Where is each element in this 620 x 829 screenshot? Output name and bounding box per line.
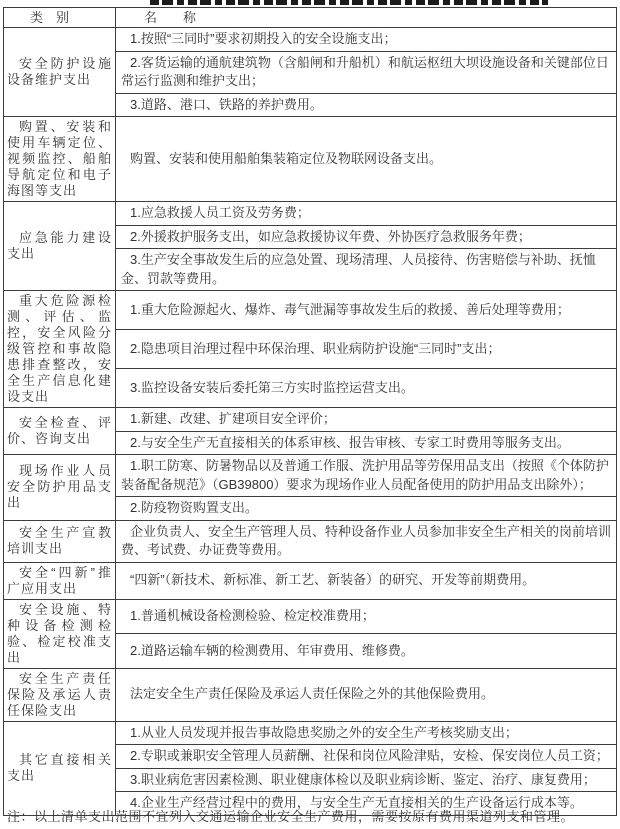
header-row <box>4 8 617 28</box>
table-row <box>4 117 617 202</box>
item-cell: 3.职业病危害因素检测、职业健康体检以及职业病诊断、鉴定、治疗、康复费用； <box>116 768 617 792</box>
clipped-title-strip <box>150 0 548 5</box>
table-row <box>4 520 617 562</box>
item-cell: 3.生产安全事故发生后的应急处置、现场清理、人员接待、伤害赔偿与补助、抚恤金、罚款等费用。 <box>116 249 617 291</box>
category-cell: 购置、安装和使用车辆定位、视频监控、船舶导航定位和电子海图等支出 <box>4 117 116 202</box>
category-cell: 重大危险源检测、评估、监控，安全风险分级管控和事故隐患排查整改，安全生产信息化建设支出 <box>4 291 116 408</box>
category-cell: 安全生产责任保险及承运人责任保险支出 <box>4 668 116 721</box>
table-row <box>4 202 617 226</box>
item-cell: 企业负责人、安全生产管理人员、特种设备作业人员参加非安全生产相关的岗前培训费、考试费、办证费等费用。 <box>116 520 617 562</box>
category-cell: 安全设施、特种设备检测检验、检定校准支出 <box>4 599 116 668</box>
item-cell: 1.应急救援人员工资及劳务费； <box>116 202 617 226</box>
item-cell: 2.与安全生产无直接相关的体系审核、报告审核、专家工时费用等服务支出。 <box>116 431 617 455</box>
category-cell: 安全检查、评价、咨询支出 <box>4 408 116 455</box>
category-cell: 其它直接相关支出 <box>4 721 116 815</box>
expense-table-body <box>4 28 617 816</box>
category-cell: 安全“四新”推广应用支出 <box>4 562 116 599</box>
item-cell: 2.外援救护服务支出，如应急救援协议年费、外协医疗急救服务年费； <box>116 225 617 249</box>
category-cell: 应急能力建设支出 <box>4 202 116 291</box>
table-row <box>4 28 617 52</box>
item-cell: 1.新建、改建、扩建项目安全评价； <box>116 408 617 432</box>
item-cell: 2.客货运输的通航建筑物（含船闸和升船机）和航运枢纽大坝设施设备和关键部位日常运行监测和维护支出； <box>116 51 617 93</box>
item-cell: 1.重大危险源起火、爆炸、毒气泄漏等事故发生后的救援、善后处理等费用； <box>116 291 617 330</box>
table-row <box>4 599 617 634</box>
item-cell: 1.从业人员发现并报告事故隐患奖励之外的安全生产考核奖励支出； <box>116 721 617 745</box>
table-row <box>4 562 617 599</box>
table-row <box>4 291 617 330</box>
category-cell: 安全生产宣教培训支出 <box>4 520 116 562</box>
item-cell: 2.隐患项目治理过程中环保治理、职业病防护设施“三同时”支出； <box>116 330 617 369</box>
header-name: 名 称 <box>116 8 617 28</box>
item-cell: 1.普通机械设备检测检验、检定校准费用； <box>116 599 617 634</box>
item-cell: 3.监控设备安装后委托第三方实时监控运营支出。 <box>116 369 617 408</box>
category-cell: 安全防护设施设备维护支出 <box>4 28 116 117</box>
item-cell: 3.道路、港口、铁路的养护费用。 <box>116 93 617 117</box>
item-cell: 法定安全生产责任保险及承运人责任保险之外的其他保险费用。 <box>116 668 617 721</box>
category-cell: 现场作业人员安全防护用品支出 <box>4 455 116 521</box>
item-cell: 1.按照“三同时”要求初期投入的安全设施支出； <box>116 28 617 52</box>
expense-table <box>3 7 617 816</box>
item-cell: “四新”（新技术、新标准、新工艺、新装备）的研究、开发等前期费用。 <box>116 562 617 599</box>
item-cell: 4.企业生产经营过程中的费用，与安全生产无直接相关的生产设备运行成本等。 <box>116 792 617 816</box>
footnote: 注：以上清单支出范围不宜列入交通运输企业安全生产费用，需要按原有费用渠道列支和管理。 <box>7 809 575 824</box>
header-category: 类 别 <box>4 8 116 28</box>
table-row <box>4 721 617 745</box>
table-row <box>4 668 617 721</box>
item-cell: 2.防疫物资购置支出。 <box>116 497 617 521</box>
item-cell: 2.道路运输车辆的检测费用、年审费用、维修费。 <box>116 634 617 669</box>
table-row <box>4 408 617 432</box>
table-row <box>4 455 617 497</box>
item-cell: 2.专职或兼职安全管理人员薪酬、社保和岗位风险津贴，安检、保安岗位人员工资； <box>116 745 617 769</box>
item-cell: 1.职工防寒、防暑物品以及普通工作服、洗护用品等劳保用品支出（按照《个体防护装备配备规范》（GB39800）要求为现场作业人员配备使用的防护用品支出除外）； <box>116 455 617 497</box>
item-cell: 购置、安装和使用船舶集装箱定位及物联网设备支出。 <box>116 117 617 202</box>
